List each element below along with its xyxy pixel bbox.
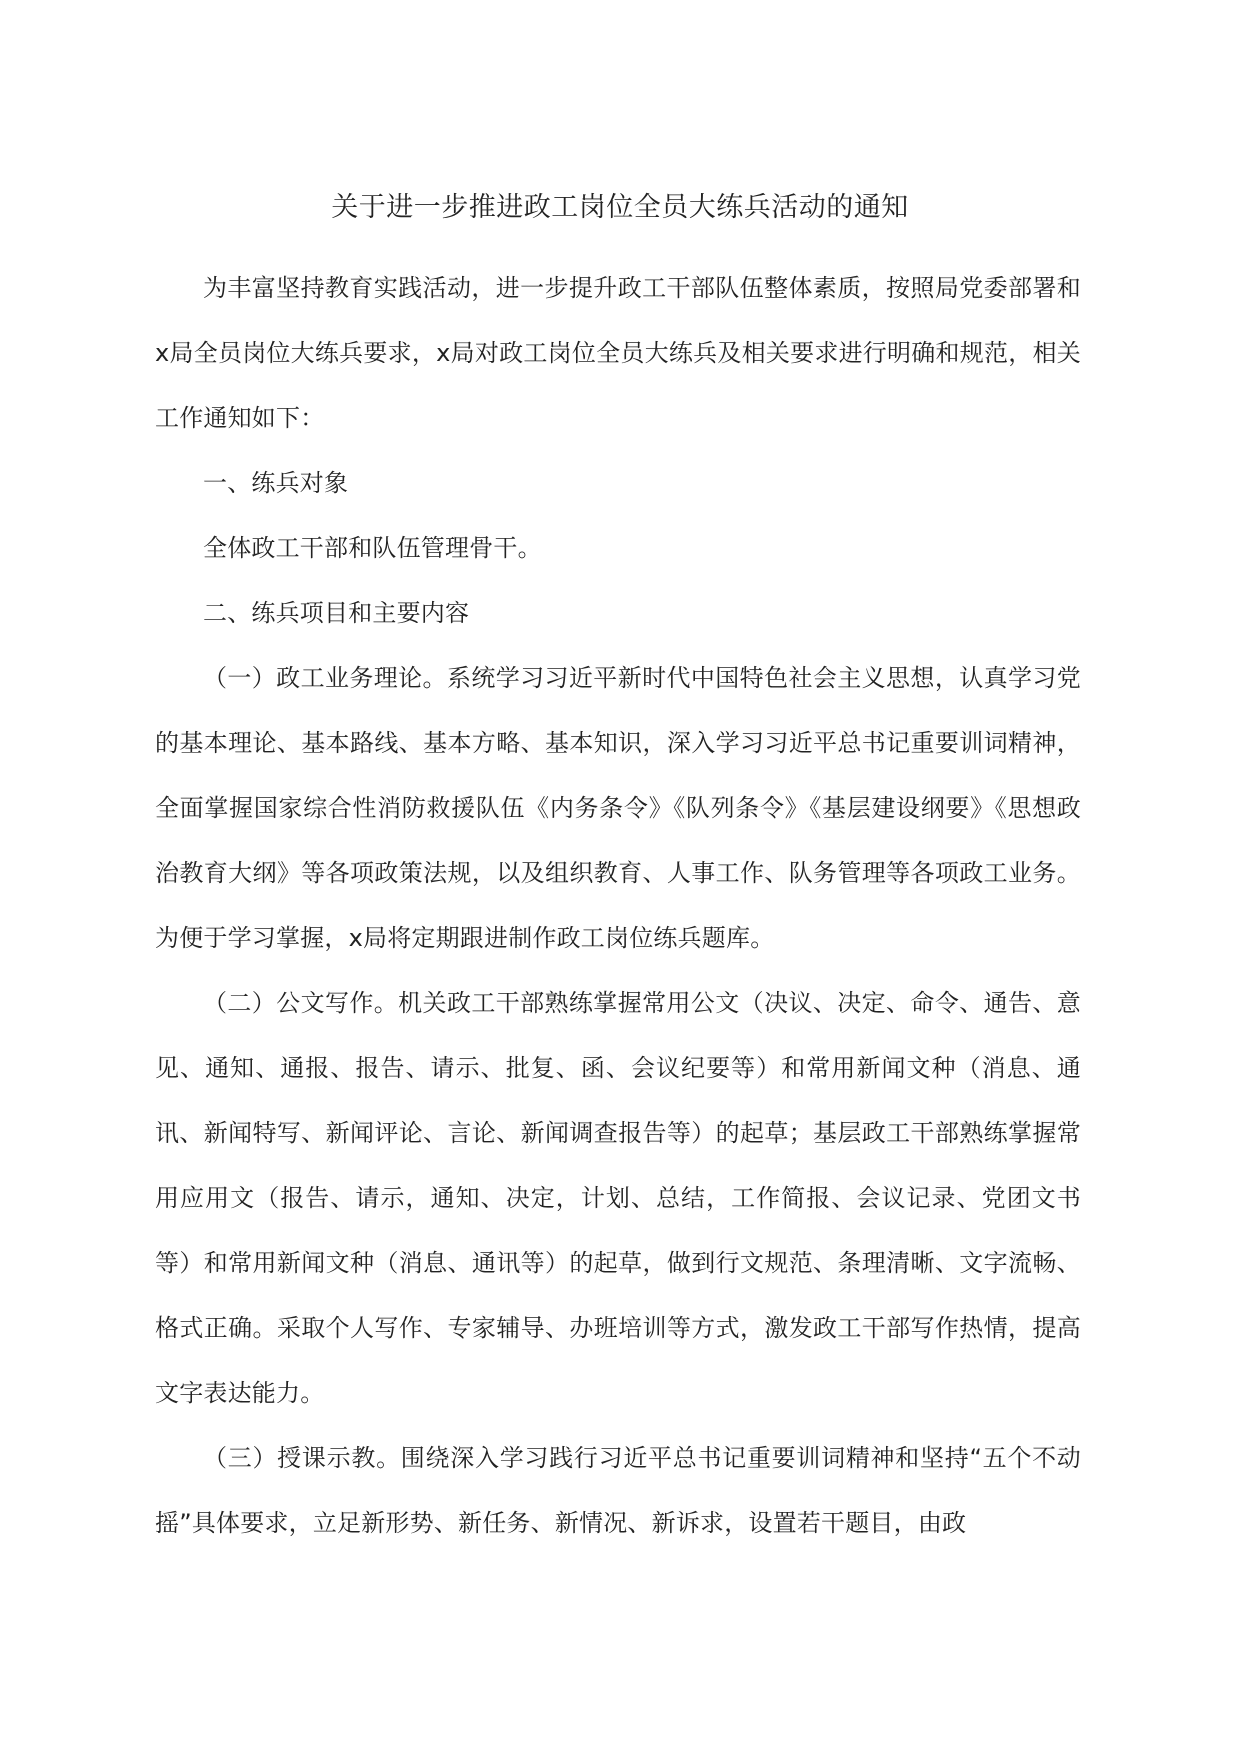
item-theory-paragraph: （一）政工业务理论。系统学习习近平新时代中国特色社会主义思想，认真学习党的基本理论、基本路线、基本方略、基本知识，深入学习习近平总书记重要训词精神，全面掌握国家综合性消防救援队伍《内务条令》《队列条令》《基层建设纲要》《思想政治教育大纲》等各项政策法规，以及组织教育、人事工作、队务管理等各项政工业务。为便于学习掌握，x局将定期跟进制作政工岗位练兵题库。 xyxy=(155,664,1081,952)
section-heading-items: 二、练兵项目和主要内容 xyxy=(203,599,470,627)
document-title: 关于进一步推进政工岗位全员大练兵活动的通知 xyxy=(331,192,909,223)
document-body xyxy=(155,256,1081,1556)
item-teaching-paragraph: （三）授课示教。围绕深入学习践行习近平总书记重要训词精神和坚持“五个不动摇”具体要求，立足新形势、新任务、新情况、新诉求，设置若干题目，由政 xyxy=(155,1444,1081,1537)
intro-paragraph: 为丰富坚持教育实践活动，进一步提升政工干部队伍整体素质，按照局党委部署和x局全员岗位大练兵要求，x局对政工岗位全员大练兵及相关要求进行明确和规范，相关工作通知如下： xyxy=(155,274,1081,432)
item-writing-paragraph: （二）公文写作。机关政工干部熟练掌握常用公文（决议、决定、命令、通告、意见、通知、通报、报告、请示、批复、函、会议纪要等）和常用新闻文种（消息、通讯、新闻特写、新闻评论、言论、新闻调查报告等）的起草；基层政工干部熟练掌握常用应用文（报告、请示，通知、决定，计划、总结，工作简报、会议记录、党团文书等）和常用新闻文种（消息、通讯等）的起草，做到行文规范、条理清晰、文字流畅、格式正确。采取个人写作、专家辅导、办班培训等方式，激发政工干部写作热情，提高文字表达能力。 xyxy=(155,989,1081,1407)
section-heading-targets: 一、练兵对象 xyxy=(203,469,349,497)
targets-paragraph: 全体政工干部和队伍管理骨干。 xyxy=(203,534,542,562)
